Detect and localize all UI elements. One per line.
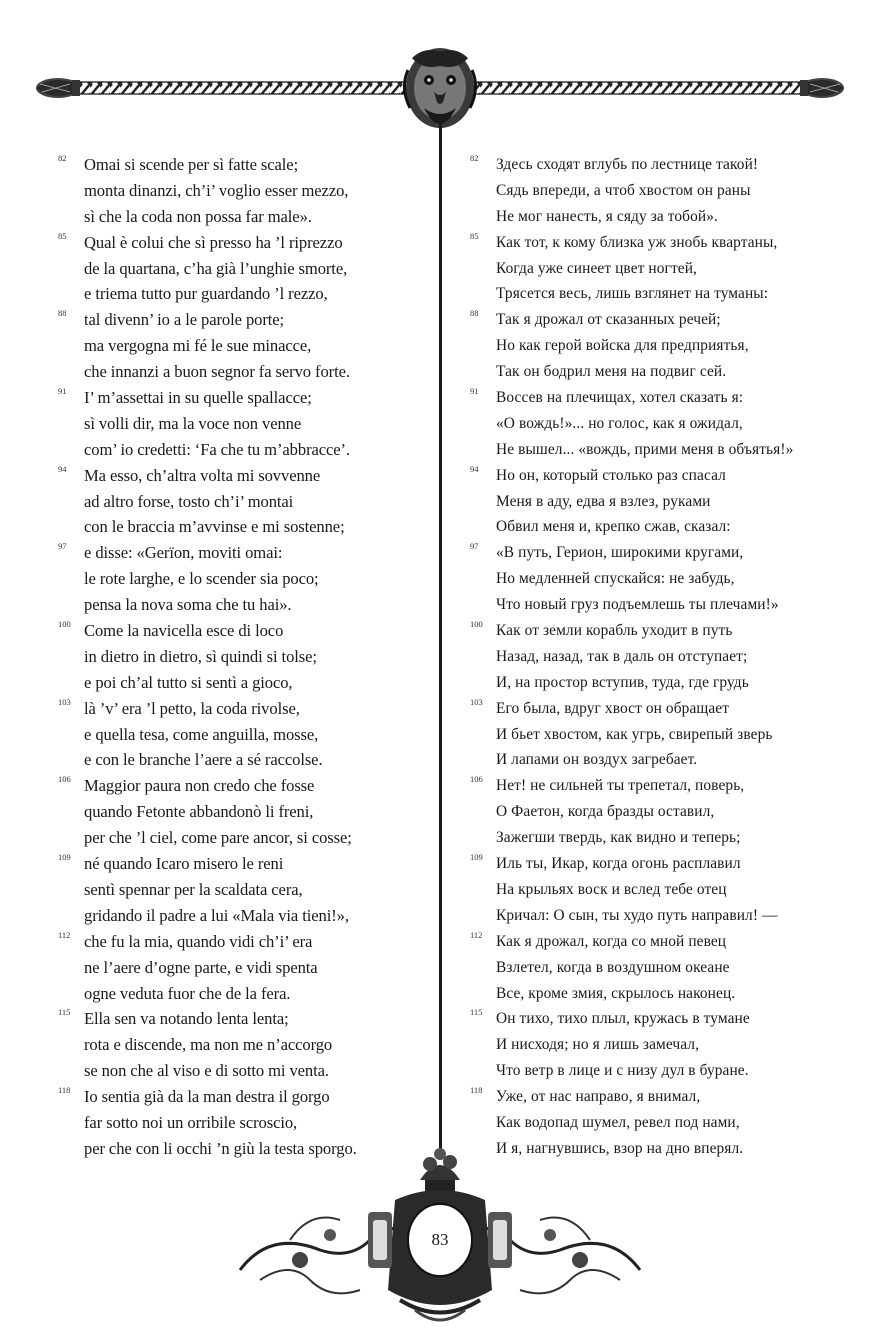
verse-number: 115 — [58, 1007, 71, 1018]
verse-line: e poi ch’al tutto si sentì a gioco, — [84, 672, 293, 692]
verse-line: Он тихо, тихо плыл, кружась в тумане — [496, 1010, 750, 1028]
verse-line: Сядь впереди, а чтоб хвостом он раны — [496, 181, 751, 199]
verse-number: 109 — [470, 852, 483, 863]
tercet — [470, 463, 870, 541]
verse-line: ad altro forse, tosto ch’i’ montai — [84, 491, 294, 511]
verse-line: se non che al viso e di sotto mi venta. — [84, 1061, 329, 1081]
verse-line: né quando Icaro misero le reni — [84, 854, 284, 874]
verse-line: com’ io credetti: ‘Fa che tu m’abbracce’. — [84, 439, 351, 459]
tercet — [470, 540, 870, 618]
tercet — [58, 385, 430, 463]
verse-line: rota e discende, ma non me n’accorgo — [84, 1035, 333, 1055]
italian-column — [58, 152, 430, 1162]
tercet — [470, 152, 870, 230]
header-ornament — [0, 0, 880, 135]
right-finial-icon — [800, 78, 844, 98]
verse-line: Так он бодрил меня на подвиг сей. — [496, 363, 727, 381]
verse-number: 82 — [58, 153, 67, 163]
verse-line: Иль ты, Икар, когда огонь расплавил — [496, 855, 741, 873]
tercet — [58, 463, 430, 541]
verse-line: in dietro in dietro, sì quindi si tolse; — [84, 646, 317, 666]
verse-line: Ella sen va notando lenta lenta; — [84, 1009, 289, 1029]
verse-line: Но он, который столько раз спасал — [496, 466, 726, 484]
verse-line: Что новый груз подъемлешь ты плечами!» — [496, 596, 779, 614]
tercet — [58, 1006, 430, 1084]
tercet — [470, 307, 870, 385]
verse-number: 100 — [58, 619, 71, 630]
verse-line: И лапами он воздух загребает. — [496, 751, 698, 769]
verse-number: 97 — [470, 541, 479, 552]
verse-line: О Фаетон, когда бразды оставил, — [496, 803, 715, 821]
verse-number: 91 — [58, 386, 67, 397]
column-divider — [439, 120, 442, 1160]
verse-line: le rote larghe, e lo scender sia poco; — [84, 569, 319, 589]
verse-number: 97 — [58, 541, 67, 552]
tercet — [470, 773, 870, 851]
verse-line: e triema tutto pur guardando ’l rezzo, — [84, 284, 328, 304]
verse-line: e con le branche l’aere a sé raccolse. — [84, 750, 323, 770]
verse-number: 112 — [470, 929, 483, 940]
verse-line: Зажегши твердь, как видно и теперь; — [496, 829, 741, 847]
verse-line: là ’v’ era ’l petto, la coda rivolse, — [84, 698, 300, 718]
verse-line: Qual è colui che sì presso ha ’l riprezzo — [84, 232, 343, 252]
tercet — [470, 696, 870, 774]
page-number: 83 — [431, 1230, 449, 1249]
verse-line: che fu la mia, quando vidi ch’i’ era — [84, 931, 313, 951]
tercet — [58, 540, 430, 618]
verse-line: Но медленней спускайся: не забудь, — [496, 570, 735, 588]
tercet — [58, 618, 430, 696]
verse-line: Его была, вдруг хвост он обращает — [496, 699, 730, 717]
verse-line: Трясется весь, лишь взглянет на туманы: — [496, 285, 769, 303]
tercet — [58, 851, 430, 929]
verse-line: Как я дрожал, когда со мной певец — [496, 932, 727, 950]
verse-line: И бьет хвостом, как угрь, свирепый зверь — [496, 725, 773, 743]
verse-line: sì che la coda non possa far male». — [84, 206, 312, 226]
footer-ornament — [230, 1140, 650, 1330]
verse-line: Нет! не сильней ты трепетал, поверь, — [496, 777, 745, 795]
verse-line: che innanzi a buon segnor fa servo forte. — [84, 362, 350, 382]
verse-line: Здесь сходят вглубь по лестнице такой! — [496, 156, 759, 173]
tercet — [58, 696, 430, 774]
tercet — [470, 618, 870, 696]
tercet — [58, 307, 430, 385]
verse-number: 91 — [470, 386, 479, 397]
verse-line: con le braccia m’avvinse e mi sostenne; — [84, 517, 345, 537]
verse-number: 112 — [58, 929, 71, 940]
verse-line: Но как герой войска для предприятья, — [496, 337, 749, 355]
verse-line: e disse: «Gerïon, moviti omai: — [84, 543, 283, 563]
verse-line: Кричал: О сын, ты худо путь направил! — — [496, 906, 778, 924]
verse-line: per che con li occhi ’n giù la testa sporgo. — [84, 1138, 357, 1158]
verse-line: de la quartana, c’ha già l’unghie smorte, — [84, 258, 348, 278]
verse-line: sì volli dir, ma la voce non venne — [84, 413, 302, 433]
tercet — [470, 230, 870, 308]
verse-line: pensa la nova soma che tu hai». — [84, 595, 292, 615]
lion-mask-icon — [404, 48, 475, 128]
verse-number: 118 — [470, 1085, 483, 1096]
verse-line: Назад, назад, так в даль он отступает; — [496, 647, 748, 665]
verse-line: На крыльях воск и вслед тебе отец — [496, 880, 727, 898]
verse-line: Все, кроме змия, скрылось наконец. — [496, 984, 736, 1002]
verse-line: gridando il padre a lui «Mala via tieni!», — [84, 905, 349, 925]
tercet — [470, 385, 870, 463]
verse-line: per che ’l ciel, come pare ancor, si cosse; — [84, 828, 352, 848]
verse-line: Не мог нанесть, я сяду за тобой». — [496, 207, 718, 225]
verse-line: Так я дрожал от сказанных речей; — [496, 311, 721, 329]
verse-number: 94 — [58, 463, 67, 474]
verse-line: Уже, от нас направо, я внимал, — [496, 1088, 701, 1106]
verse-number: 88 — [58, 308, 67, 319]
verse-number: 103 — [58, 696, 71, 707]
verse-line: Come la navicella esce di loco — [84, 621, 284, 641]
verse-line: Когда уже синеет цвет ногтей, — [496, 259, 697, 277]
ornamental-rod-icon — [0, 0, 880, 135]
verse-line: quando Fetonte abbandonò li freni, — [84, 802, 314, 822]
verse-line: «В путь, Герион, широкими кругами, — [496, 544, 744, 562]
tercet — [58, 152, 430, 230]
verse-line: ma vergogna mi fé le sue minacce, — [84, 336, 312, 356]
tercet — [58, 230, 430, 308]
verse-line: I’ m’assettai in su quelle spallacce; — [84, 388, 312, 408]
verse-number: 106 — [470, 774, 483, 785]
verse-line: Не вышел... «вождь, прими меня в объятья!» — [496, 440, 794, 458]
verse-number: 106 — [58, 774, 71, 785]
verse-number: 118 — [58, 1085, 71, 1096]
russian-column — [470, 152, 870, 1162]
verse-line: Меня в аду, едва я взлез, руками — [496, 492, 711, 510]
tercet — [470, 1006, 870, 1084]
tercet — [58, 773, 430, 851]
verse-number: 88 — [470, 308, 479, 319]
verse-line: «О вождь!»... но голос, как я ожидал, — [496, 414, 743, 432]
verse-line: Что ветр в лице и с низу дул в буране. — [496, 1062, 749, 1080]
verse-line: ne l’aere d’ogne parte, e vidi spenta — [84, 957, 318, 977]
verse-number: 100 — [470, 619, 483, 630]
verse-line: Omai si scende per sì fatte scale; — [84, 155, 299, 174]
verse-line: Воссев на плечищах, хотел сказать я: — [496, 389, 744, 407]
tercet — [58, 929, 430, 1007]
verse-number: 94 — [470, 463, 479, 474]
verse-number: 109 — [58, 852, 71, 863]
verse-line: Как от земли корабль уходит в путь — [496, 622, 733, 640]
verse-line: tal divenn’ io a le parole porte; — [84, 310, 285, 330]
verse-line: Io sentia già da la man destra il gorgo — [84, 1087, 330, 1107]
verse-line: Взлетел, когда в воздушном океане — [496, 958, 730, 976]
tercet — [470, 929, 870, 1007]
verse-line: sentì spennar per la scaldata cera, — [84, 879, 303, 899]
verse-line: И, на простор вступив, туда, где грудь — [496, 673, 749, 691]
verse-line: Обвил меня и, крепко сжав, сказал: — [496, 518, 731, 536]
verse-line: Ma esso, ch’altra volta mi sovvenne — [84, 465, 321, 485]
verse-line: e quella tesa, come anguilla, mosse, — [84, 724, 319, 744]
verse-line: И я, нагнувшись, взор на дно вперял. — [496, 1139, 744, 1157]
verse-line: ogne veduta fuor che de la fera. — [84, 983, 291, 1003]
verse-line: Как тот, к кому близка уж знобь квартаны, — [496, 233, 778, 251]
verse-number: 85 — [470, 230, 479, 241]
verse-number: 82 — [470, 153, 479, 163]
tercet — [470, 851, 870, 929]
verse-line: far sotto noi un orribile scroscio, — [84, 1112, 298, 1132]
verse-number: 115 — [470, 1007, 483, 1018]
verse-line: И нисходя; но я лишь замечал, — [496, 1036, 700, 1054]
verse-line: Maggior paura non credo che fosse — [84, 776, 315, 796]
verse-line: Как водопад шумел, ревел под нами, — [496, 1113, 740, 1131]
left-finial-icon — [36, 78, 80, 98]
verse-line: monta dinanzi, ch’i’ voglio esser mezzo, — [84, 180, 349, 200]
verse-number: 85 — [58, 230, 67, 241]
verse-number: 103 — [470, 696, 483, 707]
